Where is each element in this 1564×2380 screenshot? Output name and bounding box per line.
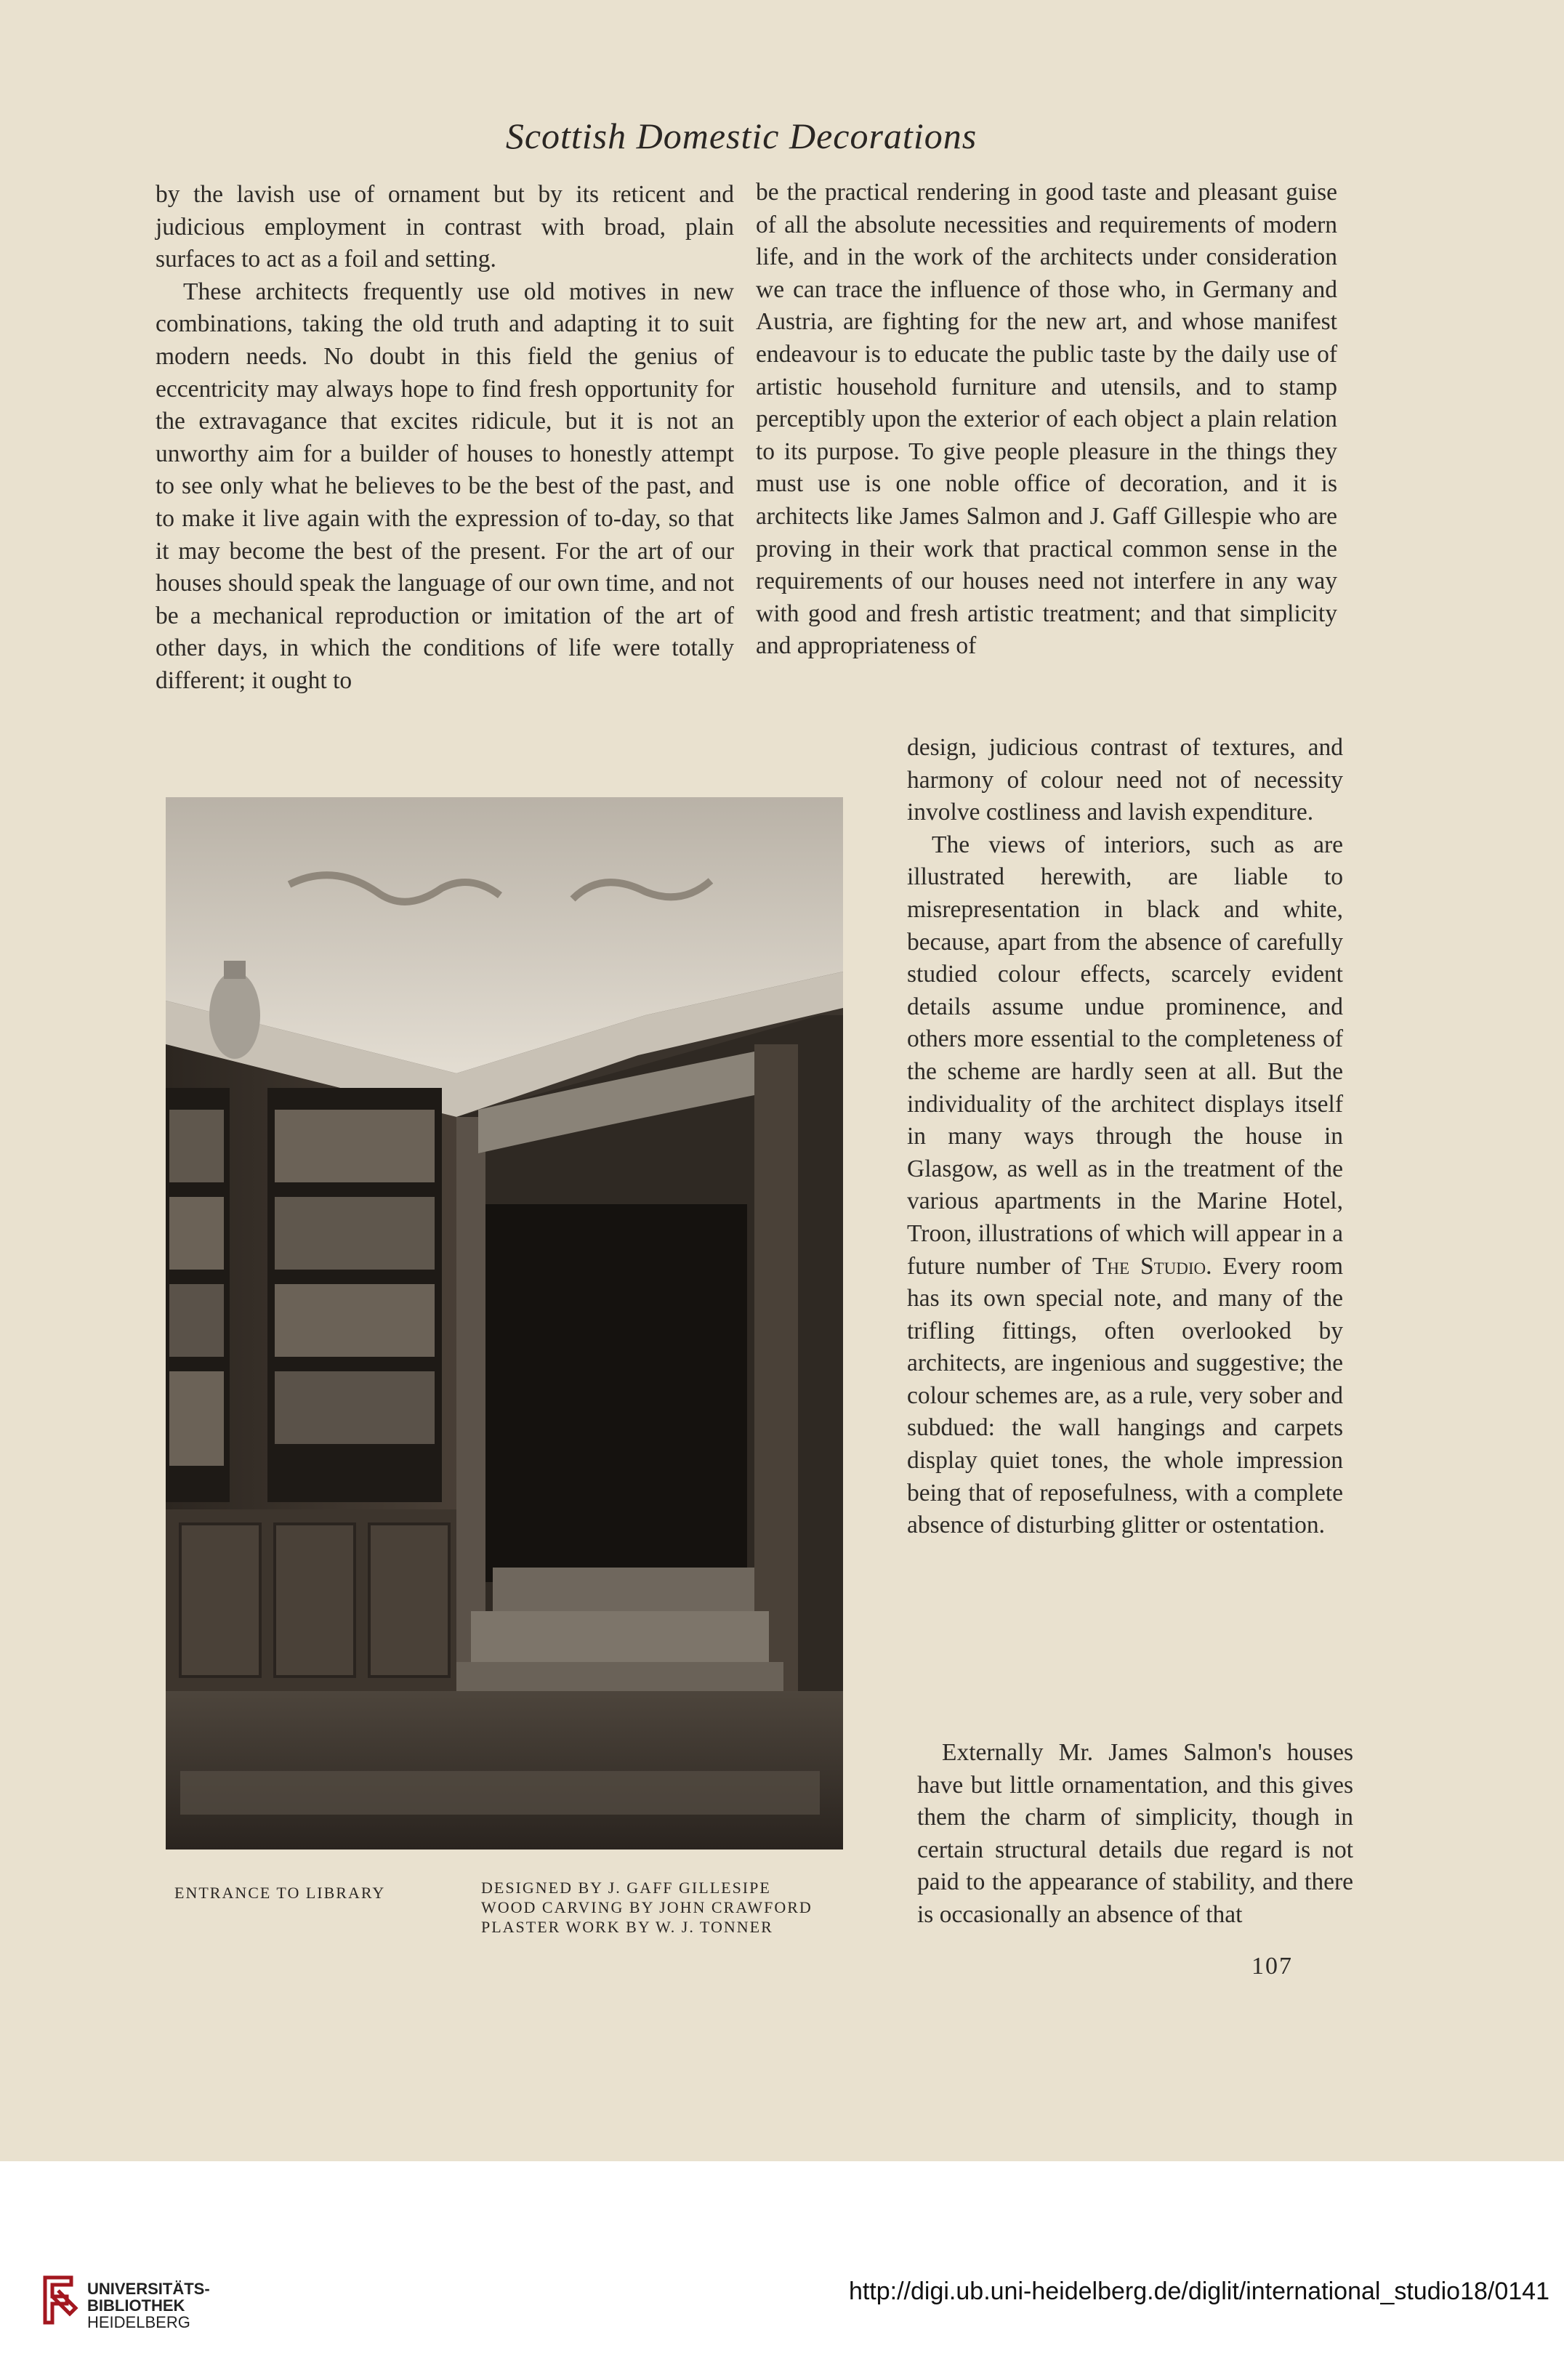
caption-credit-woodcarving: WOOD CARVING BY JOHN CRAWFORD [481,1898,813,1916]
page-number: 107 [1251,1953,1293,1980]
page-title: Scottish Domestic Decorations [505,116,977,156]
logo-line-2: BIBLIOTHEK [87,2296,185,2315]
right-paragraph-bottom: Externally Mr. James Salmon's houses have but little ornamentation, and this gives them the charm of simplicity, though in certain structural details due regard is not paid to the appearance of stability, and there is occasionally an absence of that [917,1739,1353,1928]
text-after-journal: . Every room has its own special note, and many of the trifling fittings, often overlooked by architects, are ingenious and suggestive; the colour schemes are, as a rule, very sober and subdued: the wall hangings and carpets display quiet tones, the whole impression being that of reposefulness, with a complete absence of disturbing glitter or ostentation. [907,1252,1344,1539]
right-column-top [756,177,1337,663]
right-paragraph-top: be the practical rendering in good taste and pleasant guise of all the absolute necessities and requirements of modern life, and in the work of the architects under consideration we can trace the influence of those who, in Germany and Austria, are fighting for the new art, and whose manifest endeavour is to educate the public taste by the daily use of artistic household furniture and utensils, and to stamp perceptibly upon the exterior of each object a plain relation to its purpose. To give people pleasure in the things they must use is one noble office of decoration, and it is architects like James Salmon and J. Gaff Gillespie who are proving in their work that practical common sense in the requirements of our houses need not interfere in any way with good and fresh artistic treatment; and that simplicity and appropriateness of [756,179,1337,660]
right-paragraph-narrow-1: design, judicious contrast of textures, and harmony of colour need not of necessity involve costliness and lavish expenditure. [907,734,1343,826]
right-column-narrow [907,732,1343,1542]
library-logo-icon [38,2275,78,2325]
caption-credits [481,1878,813,1937]
footer-bar [0,2161,1564,2380]
left-paragraph-1: by the lavish use of ornament but by its reticent and judicious employment in contrast with broad, plain surfaces to act as a foil and setting. [156,181,734,273]
right-column-bottom [917,1737,1353,1932]
left-column [156,179,734,698]
photo-illustration [166,797,843,1849]
caption-credit-plaster: PLASTER WORK BY W. J. TONNER [481,1918,773,1936]
library-logo-text [87,2280,210,2331]
right-paragraph-narrow-2 [907,829,1343,1542]
caption-title: ENTRANCE TO LIBRARY [174,1884,386,1902]
bookcase-left [166,1088,442,1502]
caption-credit-designer: DESIGNED BY J. GAFF GILLESIPE [481,1879,771,1897]
left-paragraph-2: These architects frequently use old motives in new combinations, taking the old truth and adapting it to suit modern needs. No doubt in this field the genius of eccentricity may always hope to find fresh opportunity for the extravagance that excites ridicule, but it is not an unworthy aim for a builder of houses to honestly attempt to see only what he believes to be the best of the past, and to make it live again with the expression of to-day, so that it may become the best of the present. For the art of our houses should speak the language of our own time, and not be a mechanical reproduction or imitation of the art of other days, in which the conditions of life were totally different; it ought to [156,278,734,694]
text-before-journal: The views of interiors, such as are illustrated herewith, are liable to misrepresentation in black and white, because, apart from the absence of carefully studied colour effects, scarcely evident details assume undue prominence, and others more essential to the completeness of the scheme are hardly seen at all. But the individuality of the architect displays itself in many ways through the house in Glasgow, as well as in the treatment of the various apartments in the Marine Hotel, Troon, illustrations of which will appear in a future number of [907,831,1343,1280]
logo-line-1: UNIVERSITÄTS- [87,2280,210,2298]
logo-line-3: HEIDELBERG [87,2313,190,2331]
journal-name: The Studio [1092,1252,1206,1280]
source-url-link[interactable]: http://digi.ub.uni-heidelberg.de/diglit/international_studio18/0141 [848,2278,1549,2305]
library-entrance-photo [166,797,843,1849]
